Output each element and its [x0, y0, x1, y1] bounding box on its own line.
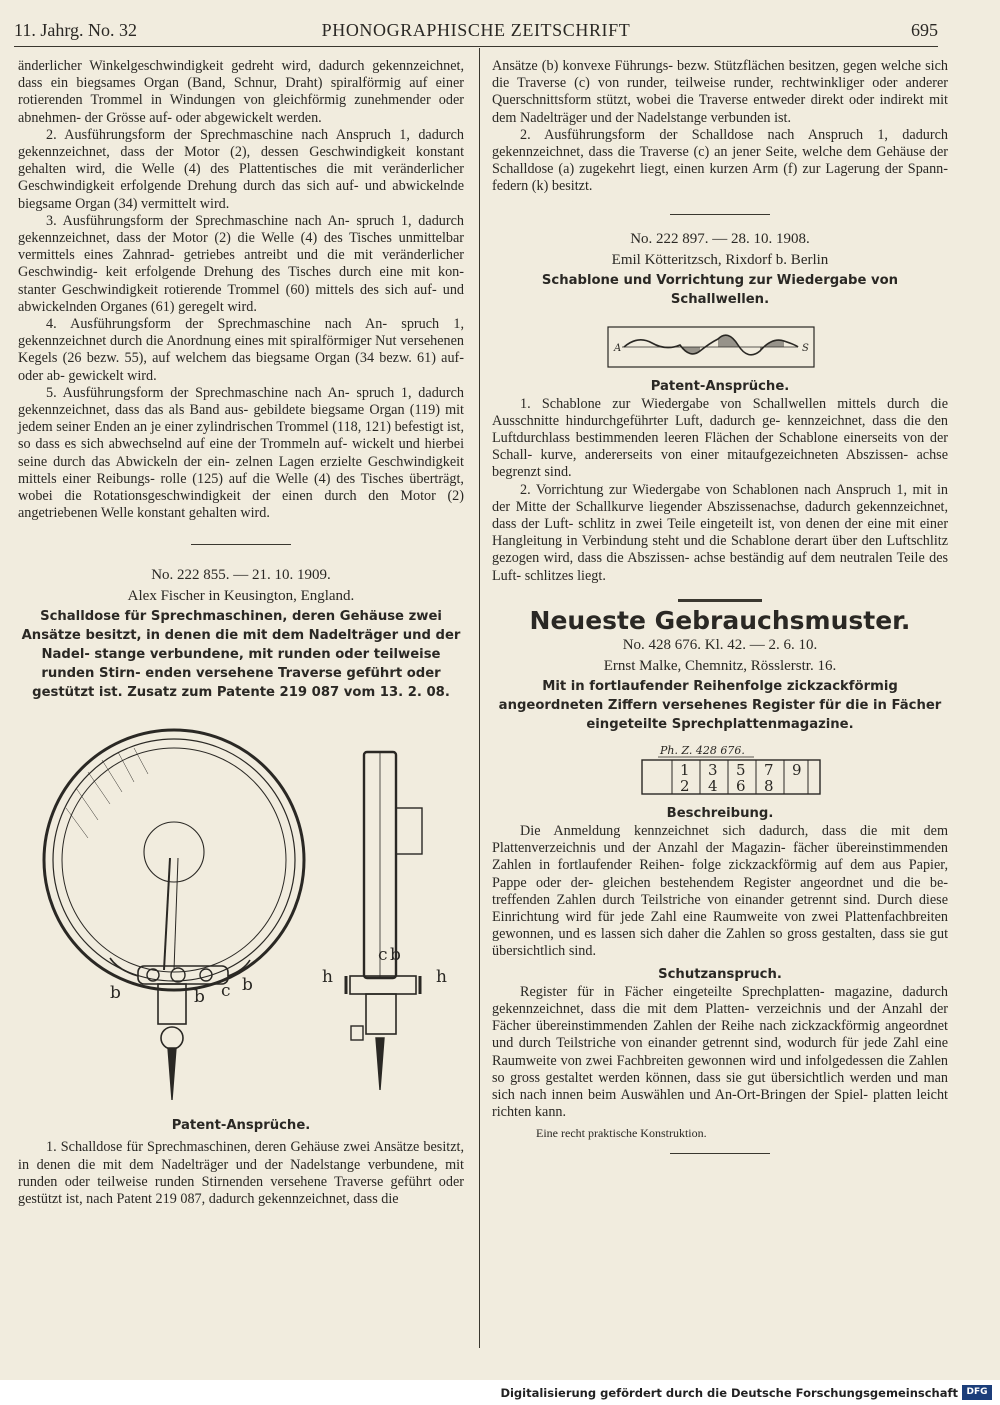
- soundbox-figure: [18, 708, 464, 1108]
- page-number: 695: [911, 20, 938, 40]
- header-rule: [14, 46, 938, 47]
- text-line: biegsame Organ (34) vermittelt wird.: [18, 195, 230, 212]
- text-line: spruch 1, gekennzeichnet durch die Anordnung eines mit: [18, 316, 464, 350]
- protection-paragraph: [492, 984, 948, 1122]
- register-digit-3: 3: [708, 761, 718, 780]
- text-line: des sich auf- und abwickelnden Organes (61) geregelt wird.: [18, 281, 465, 315]
- register-figure: [492, 740, 948, 798]
- text-line: Anspruch 1, dadurch gekennzeichnet, dass der Motor (2),: [18, 126, 465, 161]
- text-line: Sprechplattenmagazine.: [671, 717, 854, 733]
- text-line: Raumweite von zwei Plattenfachbreiten gewonnen, und es: [492, 909, 949, 943]
- label-b-2: b: [194, 987, 205, 1008]
- text-line: Zusatz zum Patente 219 087 vom 13. 2. 08.: [127, 685, 450, 701]
- register-digit-9: 9: [792, 761, 802, 780]
- patent2-claim-2: [492, 482, 948, 585]
- text-line: stange verbundene, mit runden oder teilweise runden Stirn-: [41, 647, 441, 682]
- patent-number: No. 222 855. — 21. 10. 1909.: [151, 567, 331, 584]
- text-line: fächer übereinstimmenden Zahlen in fortlaufender Reihen-: [492, 840, 948, 874]
- text-line: wickelt und hierbei seine durch das Abwickeln der ein-: [18, 436, 465, 470]
- text-line: 2. Ausführungsform der Schalldose nach Anspruch 1,: [520, 126, 888, 143]
- text-line: Mit in fortlaufender Reihenfolge zickzackförmig angeordneten: [498, 679, 898, 714]
- text-line: Anspruch 1, mit in der Mitte der Schallkurve liegender: [492, 481, 949, 515]
- dfg-logo: DFG: [962, 1385, 992, 1400]
- patent2-number: No. 222 897. — 28. 10. 1908.: [630, 230, 810, 247]
- column-divider: [479, 48, 480, 1348]
- note: Eine recht praktische Konstruktion.: [536, 1126, 707, 1141]
- text-line: schlitzes liegt.: [524, 567, 606, 584]
- label-h-2: h: [436, 967, 447, 988]
- label-b-3: b: [242, 975, 253, 996]
- text-line: verzeichnis und der Anzahl der Fächer übereinstimmenden: [492, 1000, 949, 1035]
- text-line: zwei Ansätze besitzt, in denen die mit dem Nadelträger: [18, 1139, 464, 1173]
- text-line: folge zickzackförmig auf dem aus Papier, Pappe oder der-: [492, 857, 948, 891]
- patent2-title: Schablone und Vorrichtung zur Wiedergabe von Schallwellen.: [541, 272, 899, 307]
- text-line: treffenden Zahlen durch Teilstriche von einander getrennt: [492, 891, 837, 908]
- register-digit-1: 1: [680, 761, 690, 780]
- text-line: kurve, andererseits von einer mitaufgezeichneten Abszissen-: [540, 447, 909, 464]
- footer: [0, 1380, 1000, 1405]
- text-line: gleichen bestehendem Register angeordnet und die be-: [602, 874, 949, 891]
- register-digit-2: 2: [680, 777, 690, 796]
- text-line: leeren Flächen der Schablone einerseits von der Schall-: [492, 430, 949, 464]
- description-heading: Beschreibung.: [666, 806, 774, 822]
- right-column: [492, 58, 948, 1154]
- text-line: magazine, dadurch gekennzeichnet, dass die mit dem Platten-: [492, 983, 948, 1017]
- wave-label-a: A: [614, 342, 622, 354]
- patent2-claim-1: [492, 396, 948, 482]
- text-line: platten leicht richten kann.: [492, 1086, 948, 1121]
- text-line: Abszissenachse, dadurch gekennzeichnet, dass der Luft-: [492, 498, 949, 533]
- label-b-1: b: [110, 983, 121, 1004]
- text-line: federn (k) besitzt.: [492, 178, 593, 195]
- text-line: derart über den Luftschlitz gezogen wird, dass die Abszissen-: [492, 533, 949, 567]
- text-line: Schalldose für Sprechmaschinen, deren Gehäuse zwei Ansätze: [21, 609, 442, 644]
- text-line: enden versehene Traverse geführt oder gestützt ist.: [32, 666, 441, 701]
- text-line: Die Anmeldung kennzeichnet sich dadurch, dass die: [520, 823, 878, 840]
- text-line: angetriebenen Welle konstant gehalten wird.: [18, 505, 270, 522]
- claim-5-paragraph: [18, 385, 464, 523]
- text-line: besitzt, in denen die mit dem Nadelträger und der Nadel-: [41, 628, 461, 663]
- text-line: dessen Geschwindigkeit konstant gehalten wird, die Welle (4): [18, 144, 465, 178]
- text-line: liegt, einen kurzen Arm (f) zur Lagerung der Spann-: [640, 161, 948, 178]
- issue-label: 11. Jahrg. No. 32: [14, 20, 137, 40]
- text-line: spruch 1, dadurch gekennzeichnet, dass der Motor (2) die: [18, 212, 465, 247]
- claim-2-paragraph: [18, 127, 464, 213]
- continuation-paragraph: [492, 58, 948, 127]
- soundbox-claim-2: [492, 127, 948, 196]
- text-line: so dass es sich abwechselnd auf eine der Trommeln auf-: [18, 436, 348, 453]
- text-line: achse begrenzt sind.: [492, 447, 948, 481]
- text-line: runder, rechtwinkliger oder anderer Querschnittsform stützt,: [492, 75, 948, 109]
- text-line: können, dass sie gut übersichtlich werden und man sich: [492, 1069, 949, 1103]
- register-digit-6: 6: [736, 777, 746, 796]
- text-line: schlitz in zwei Teile eingeteilt ist, von denen der eine mit: [578, 516, 915, 533]
- label-h-1: h: [322, 967, 333, 988]
- left-column: [18, 58, 464, 1208]
- text-line: gut übersichtlich sind.: [492, 926, 949, 960]
- section-rule-4: [670, 1153, 770, 1154]
- text-line: Nadelträger und der Nadelstange verbunden ist.: [519, 109, 792, 126]
- patent-title: [18, 607, 464, 702]
- text-line: die Rotationsgeschwindigkeit der einen durch den Motor (2): [64, 488, 464, 505]
- text-line: Zahlen der Reihe nach zickzackförmig angeordnet und durch: [492, 1018, 948, 1052]
- text-line: runden Stirnenden versehene Traverse geführt oder gestützt: [18, 1173, 465, 1208]
- text-line: Register für in Fächer eingeteilte Sprechplatten-: [520, 983, 825, 1000]
- claim-4-paragraph: [18, 316, 464, 385]
- text-line: gewickelt wird.: [68, 367, 157, 384]
- text-line: änderlicher Winkelgeschwindigkeit gedreht wird, dadurch: [18, 58, 365, 74]
- journal-title: PHONOGRAPHISCHE ZEITSCHRIFT: [321, 20, 631, 40]
- register-caption: Ph. Z. 428 676.: [660, 744, 745, 758]
- text-line: durch die Ausschnitte hindurchgeführter Luft, dadurch ge-: [492, 395, 948, 429]
- text-line: welchem das biegsame Organ (34 bezw. 61) auf- oder ab-: [18, 350, 464, 384]
- text-line: 2. Vorrichtung zur Wiedergabe von Schablonen nach: [520, 481, 831, 498]
- text-line: lassen sich daher die Zahlen so gross gestalten, dass sie: [600, 926, 926, 943]
- text-line: zelnen Lagen erzielte Geschwindigkeit mittels einer Reibungs-: [18, 453, 465, 487]
- text-line: keit erfolgende Drehung des Tisches durch eine mit kon-: [105, 264, 464, 281]
- text-line: getriebes antreibt und die mit veränderlicher Geschwindig-: [18, 247, 464, 281]
- text-line: 5. Ausführungsform der Sprechmaschine nach An-: [46, 384, 350, 401]
- text-line: spruch 1, dadurch gekennzeichnet, dass das als Band aus-: [18, 384, 465, 419]
- wave-label-s: S: [802, 342, 809, 354]
- register-digit-5: 5: [736, 761, 746, 780]
- footer-text: Digitalisierung gefördert durch die Deutsche Forschungsgemeinschaft: [500, 1386, 958, 1400]
- gm-number: No. 428 676. Kl. 42. — 2. 6. 10.: [622, 637, 818, 654]
- gm-title: [492, 677, 948, 734]
- text-line: 1. Schablone zur Wiedergabe von Schallwellen mittels: [520, 395, 876, 412]
- register-digit-7: 7: [764, 761, 774, 780]
- text-line: kennzeichnet, dass die den Luftdurchlass bestimmenden: [492, 412, 949, 447]
- patent2-claims-heading: Patent-Ansprüche.: [650, 378, 790, 394]
- text-line: Teilstriche von einander getrennt sind, wodurch für jede: [556, 1035, 888, 1052]
- text-line: stanter Geschwindigkeit rotierende Trommel (60) mittels: [18, 281, 354, 298]
- text-line: gebildete biegsame Organ (119) mit jedem seiner Enden: [18, 402, 464, 436]
- text-line: und der Nadelstange verbundene, mit runden oder teilweise: [18, 1156, 464, 1190]
- gm-holder: Ernst Malke, Chemnitz, Rösslerstr. 16.: [603, 658, 837, 675]
- text-line: und infolgedessen die Zahlen so gross gestaltet werden: [492, 1052, 949, 1086]
- soundbox-outer-rim: [44, 730, 304, 990]
- text-line: sind. Durch diese Einrichtung wird für jede Zahl eine: [492, 891, 948, 926]
- text-line: des Plattentisches die mit veränderlicher Geschwindigkeit: [18, 161, 464, 195]
- waveform-template-figure: [492, 315, 948, 375]
- protection-heading: Schutzanspruch.: [658, 966, 782, 982]
- text-line: gegen welche sich die Traverse (c) von runder, teilweise: [492, 58, 948, 92]
- page-header: [14, 16, 938, 46]
- text-line: 1. Schalldose für Sprechmaschinen, deren Gehäuse: [46, 1139, 340, 1156]
- patent-holder: Alex Fischer in Keusington, England.: [127, 588, 355, 605]
- label-b-4: b: [390, 945, 401, 966]
- text-line: dadurch gekennzeichnet, dass die Traverse (c) an jener: [492, 126, 948, 161]
- label-c-1: c: [221, 981, 231, 1002]
- section-title: Neueste Gebrauchsmuster.: [529, 605, 911, 635]
- register-digit-8: 8: [764, 777, 774, 796]
- text-line: Ziffern versehenes Register für die in Fächer eingeteilte: [586, 698, 942, 733]
- needle: [168, 1048, 176, 1100]
- text-line: achse beständig auf dem neutralen Teile des Luft-: [492, 550, 949, 584]
- description-paragraph: [492, 823, 948, 961]
- text-line: der Grösse auf- oder abgewickelt werden.: [84, 109, 322, 126]
- claims-paragraph: [18, 1139, 464, 1208]
- text-line: ist, nach Patent 219 087, dadurch gekennzeichnet, dass die: [65, 1191, 399, 1208]
- text-line: Windungen von gleichförmig zunehmender oder abnehmen-: [18, 92, 464, 126]
- text-line: 3. Ausführungsform der Sprechmaschine nach An-: [46, 212, 350, 229]
- claims-heading: Patent-Ansprüche.: [171, 1118, 311, 1134]
- intro-paragraph: [18, 58, 464, 127]
- text-line: an je einer zylindrischen Trommel (118, 121) befestigt ist,: [133, 419, 464, 436]
- label-c-2: c: [378, 945, 388, 966]
- soundbox-diaphragm: [62, 748, 286, 972]
- text-line: spiralförmiger Nut versehenen Kegels (26 bezw. 55), auf: [18, 333, 465, 367]
- text-line: gekennzeichnet, dass ein biegsames Organ (Band, Schnur,: [18, 58, 465, 92]
- text-line: Ansätze (b) konvexe Führungs- bezw. Stützflächen besitzen,: [492, 58, 839, 74]
- text-line: erfolgende Drehung durch das sich auf- und abwickelnde: [120, 178, 465, 195]
- text-line: Welle (4) des Tisches unmittelbar vermittels eines Zahnrad-: [18, 230, 464, 264]
- text-line: wobei die Traverse entweder direkt oder indirekt mit dem: [492, 92, 948, 126]
- text-line: einer Hangleitung in Verbindung steht und die Schablone: [492, 516, 949, 550]
- register-digit-4: 4: [708, 777, 718, 796]
- patent2-holder: Emil Kötteritzsch, Rixdorf b. Berlin: [611, 251, 829, 268]
- text-line: 2. Ausführungsform der Sprechmaschine nach: [46, 126, 329, 143]
- text-line: 4. Ausführungsform der Sprechmaschine nach An-: [46, 316, 388, 333]
- text-line: Zahl eine Raumweite von zwei Fachbreiten gewonnen wird: [492, 1035, 948, 1069]
- text-line: mit dem Plattenverzeichnis und der Anzahl der Magazin-: [492, 823, 948, 857]
- text-line: nach innen beim Auswählen und An-Ort-Bringen der Spiel-: [519, 1086, 868, 1103]
- text-line: rolle (125) auf die Welle (4) des Tisches überträgt, wobei: [18, 470, 464, 505]
- claim-3-paragraph: [18, 213, 464, 316]
- text-line: Draht) spiralförmig auf einer rotierenden Trommel in: [18, 75, 464, 109]
- text-line: Seite, welche dem Gehäuse der Schalldose (a) zugekehrt: [492, 144, 949, 178]
